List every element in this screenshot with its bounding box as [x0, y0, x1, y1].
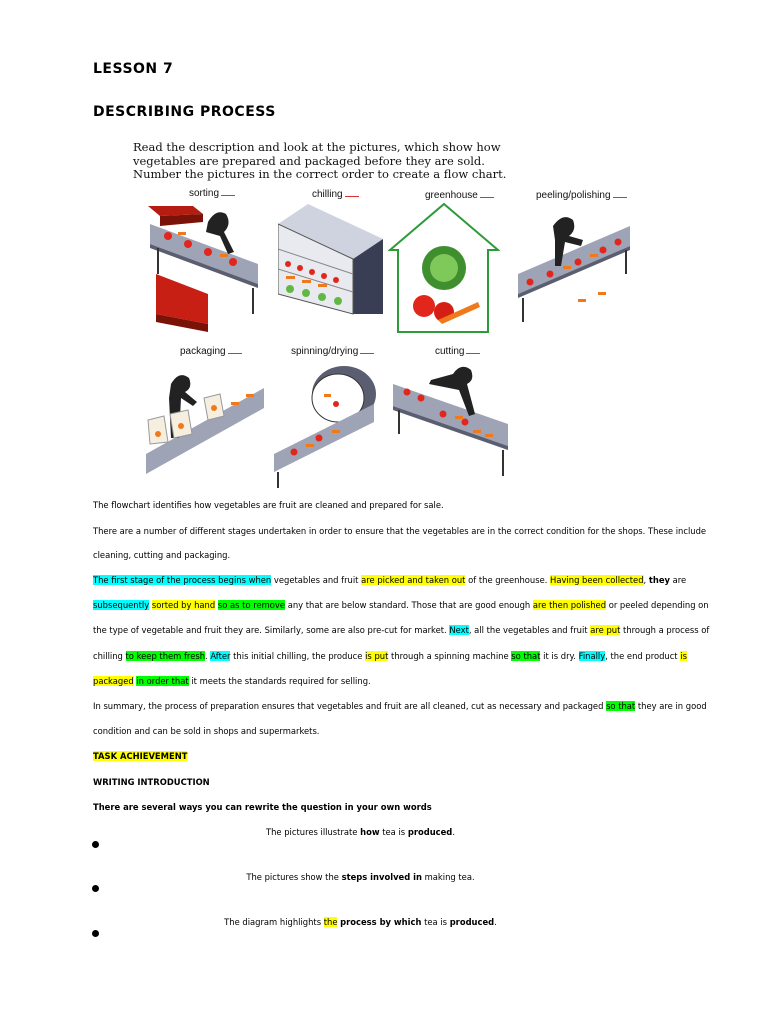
text: they are in good: [635, 701, 707, 711]
hl-sorted: sorted by hand: [151, 600, 216, 610]
text: the type of vegetable and fruit they are. Similarly, some are also pre-cut for market.: [93, 625, 450, 635]
hl-polished: are then polished: [532, 600, 607, 610]
text: or peeled depending on: [606, 600, 709, 610]
paragraph-summary-line2: condition and can be sold in shops and supermarkets.: [93, 726, 320, 736]
text: are: [669, 575, 687, 585]
text: tea is: [379, 827, 408, 837]
label-chilling: chilling: [312, 189, 359, 200]
text: TASK ACHIEVEMENT: [93, 751, 188, 761]
hl-picked: are picked and taken out: [361, 575, 466, 585]
sorting-picture: [148, 204, 273, 339]
text: , all the vegetables and fruit: [468, 625, 591, 635]
text: ,: [643, 575, 649, 585]
text: chilling: [93, 651, 126, 661]
text: it is dry.: [540, 651, 579, 661]
bold-they: they: [648, 575, 670, 585]
text: through a process of: [620, 625, 710, 635]
hl-collected: Having been collected: [550, 575, 644, 585]
text: how: [360, 827, 380, 837]
text: it meets the standards required for selling.: [188, 676, 371, 686]
text: The pictures illustrate: [266, 827, 361, 837]
text: The pictures show the: [246, 872, 342, 882]
hl-so-that: so that: [511, 651, 541, 661]
text: this initial chilling, the produce: [230, 651, 366, 661]
text: steps involved in: [341, 872, 422, 882]
text: process by which: [340, 917, 422, 927]
bullet-icon: [92, 930, 99, 937]
text: produced: [449, 917, 495, 927]
paragraph-process-line2: [93, 600, 709, 611]
hl-is: is: [680, 651, 687, 661]
paragraph-process-line4: [93, 651, 687, 662]
writing-introduction-heading: WRITING INTRODUCTION: [93, 777, 210, 787]
greenhouse-picture: [388, 202, 500, 338]
label-cutting: cutting: [435, 346, 480, 357]
text: of the greenhouse.: [465, 575, 551, 585]
process-figure: [140, 186, 640, 486]
label-peeling-polishing: peeling/polishing: [536, 190, 627, 201]
text: making tea.: [421, 872, 475, 882]
cutting-picture: [393, 364, 511, 482]
text: , the end product: [605, 651, 681, 661]
bullet-icon: [92, 885, 99, 892]
lesson-title: LESSON 7: [93, 61, 174, 77]
packaging-picture: [146, 364, 266, 474]
label-spinning-drying: spinning/drying: [291, 346, 374, 357]
hl-after: After: [210, 651, 231, 661]
text: through a spinning machine: [388, 651, 512, 661]
text: .: [494, 917, 497, 927]
paragraph-stages-line2: cleaning, cutting and packaging.: [93, 550, 231, 560]
hl-next: Next: [449, 625, 469, 635]
hl-first-stage: The first stage of the process begins when: [93, 575, 272, 585]
text: .: [452, 827, 455, 837]
label-greenhouse: greenhouse: [425, 190, 494, 201]
hl-in-order-that: in order that: [136, 676, 189, 686]
hl-are-put: are put: [590, 625, 621, 635]
text: vegetables and fruit: [271, 575, 362, 585]
hl-summary-so-that: so that: [606, 701, 636, 711]
hl-is-put: is put: [365, 651, 389, 661]
hl-packaged: packaged: [93, 676, 134, 686]
hl-keep-fresh: to keep them fresh: [125, 651, 206, 661]
paragraph-intro: The flowchart identifies how vegetables are fruit are cleaned and prepared for sale.: [93, 500, 444, 510]
label-sorting: sorting: [189, 188, 235, 199]
label-packaging: packaging: [180, 346, 242, 357]
section-title: DESCRIBING PROCESS: [93, 104, 276, 120]
paragraph-process-line1: [93, 575, 687, 586]
hl-finally: Finally: [578, 651, 606, 661]
text: The diagram highlights: [224, 917, 324, 927]
peeling-polishing-picture: [518, 204, 633, 324]
paragraph-process-line3: [93, 625, 710, 636]
text: the: [323, 917, 338, 927]
ways-heading: There are several ways you can rewrite the question in your own words: [93, 802, 432, 812]
chilling-picture: [278, 204, 383, 319]
paragraph-summary-line1: [93, 701, 707, 712]
paragraph-stages-line1: There are a number of different stages undertaken in order to ensure that the vegetables are in the correct condition for the shops. These include: [93, 526, 707, 536]
hl-subsequently: subsequently: [93, 600, 150, 610]
example-2: [93, 872, 628, 882]
task-achievement-heading: [93, 751, 683, 762]
text: any that are below standard. Those that are good enough: [285, 600, 533, 610]
paragraph-process-line5: [93, 676, 683, 687]
example-1: [93, 827, 628, 837]
text: .: [205, 651, 211, 661]
instructions: Read the description and look at the pictures, which show how vegetables are prepared and packaged before they are sold. Number the pictures in the correct order to create a flow chart.: [133, 140, 507, 181]
example-3: [93, 917, 628, 927]
hl-so-as-to-remove: so as to remove: [217, 600, 286, 610]
text: In summary, the process of preparation ensures that vegetables and fruit are all cleaned, cut as necessary and packaged: [93, 701, 607, 711]
spinning-drying-picture: [274, 364, 384, 489]
text: tea is: [421, 917, 450, 927]
bullet-icon: [92, 841, 99, 848]
text: produced: [407, 827, 453, 837]
